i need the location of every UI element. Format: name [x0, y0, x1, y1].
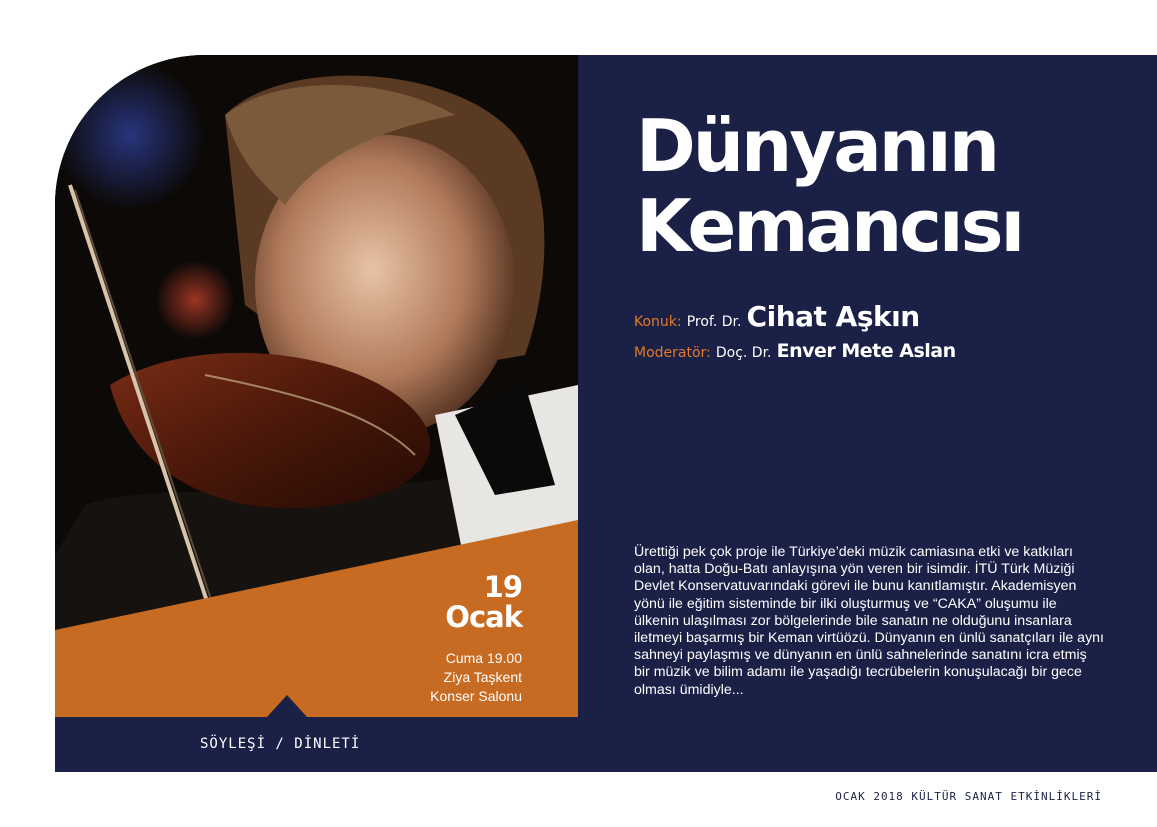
title-line-1: Dünyanın	[636, 104, 997, 188]
event-hall: Konser Salonu	[430, 688, 522, 704]
event-category: SÖYLEŞİ / DİNLETİ	[200, 736, 361, 752]
date-day: 19	[483, 570, 522, 604]
date-month: Ocak	[445, 600, 522, 634]
guest-prefix: Prof. Dr.	[686, 314, 742, 330]
moderator-name: Enver Mete Aslan	[776, 340, 956, 362]
moderator-role: Moderatör:	[634, 345, 711, 361]
event-title	[636, 106, 1022, 266]
guest-name: Cihat Aşkın	[746, 300, 920, 333]
event-date	[445, 572, 522, 632]
event-venue: Ziya Taşkent	[443, 669, 522, 685]
event-time: Cuma 19.00	[445, 650, 522, 666]
moderator-credit	[634, 340, 956, 362]
event-info	[430, 649, 522, 706]
guest-credit	[634, 300, 920, 333]
page-footer: OCAK 2018 KÜLTÜR SANAT ETKİNLİKLERİ	[835, 790, 1102, 803]
event-description: Ürettiği pek çok proje ile Türkiye’deki müzik camiasına etki ve katkıları olan, hatta Doğu-Batı anlayışına yön veren bir isimdir. İTÜ Türk Müziği Devlet Konservatuvarındaki görevi ile bunu kanıtlamıştır. Akademisyen yönü ile eğitim sisteminde bir ilki oluşturmuş ve “CAKA” oluşumu ile ülkenin ulaşılması zor bölgelerinde bile sanatın ne olduğunu insanlara iletmeyi başarmış bir Keman virtüözü. Dünyanın en ünlü sanatçıları ile aynı sahneyi paylaşmış ve dünyanın en ünlü sahnelerinde sanatını icra etmiş bir müzik ve bilim adamı ile yaşadığı tecrübelerin konuşulacağı bir gece olması ümidiyle...	[634, 544, 1104, 698]
moderator-prefix: Doç. Dr.	[715, 345, 772, 361]
guest-role: Konuk:	[634, 314, 682, 330]
title-line-2: Kemancısı	[636, 184, 1023, 268]
